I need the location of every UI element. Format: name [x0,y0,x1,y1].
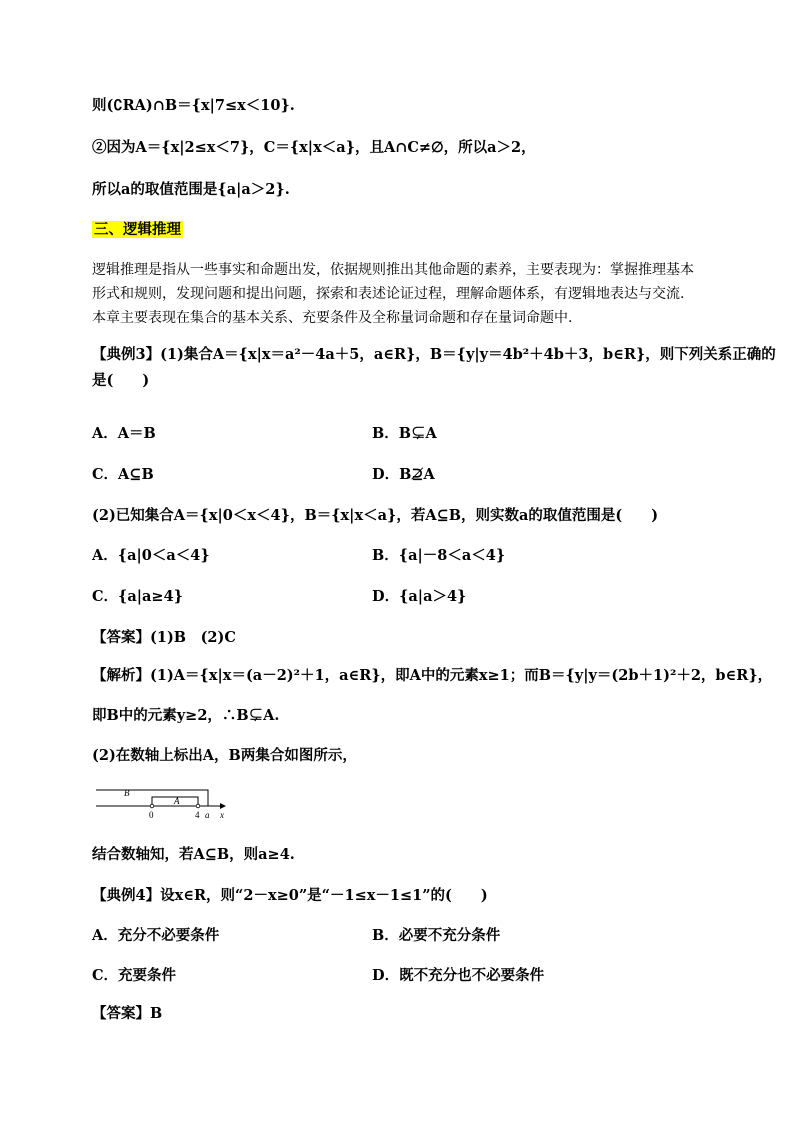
section-heading-text: 三、逻辑推理 [94,221,181,238]
q2-option-c: C．{a|a≥4} [92,588,183,605]
example-4-stem: 【典例4】设x∈R，则“2－x≥0”是“－1≤x－1≤1”的( ) [92,887,488,904]
solution-line-1: 【解析】(1)A＝{x|x＝(a－2)²＋1，a∈R}，即A中的元素x≥1；而B＝{y|y＝(2b＋1)²＋2，b∈R}， [92,667,773,684]
q1-option-c: C．A⊆B [92,466,154,483]
example-3-stem-cont: 是( ) [92,372,150,389]
paragraph-line-3: 本章主要表现在集合的基本关系、充要条件及全称量词命题和存在量词命题中. [92,310,573,326]
point-four-marker [196,804,200,808]
line-complement-result: 则(∁RA)∩B＝{x|7≤x＜10}. [92,97,295,114]
paragraph-line-2: 形式和规则，发现问题和提出问题，探索和表述论证过程，理解命题体系，有逻辑地表达与交流. [92,286,685,302]
question-2-stem: (2)已知集合A＝{x|0＜x＜4}，B＝{x|x＜a}，若A⊆B，则实数a的取值范围是( ) [92,507,659,524]
example-3-stem: 【典例3】(1)集合A＝{x|x＝a²－4a＋5，a∈R}，B＝{y|y＝4b²＋4b＋3，b∈R}，则下列关系正确的 [92,346,776,363]
section-heading [92,220,183,240]
paragraph-line-1: 逻辑推理是指从一些事实和命题出发，依据规则推出其他命题的素养，主要表现为：掌握推理基本 [92,262,694,278]
set-a-label: A [174,796,180,806]
solution-line-3: (2)在数轴上标出A，B两集合如图所示， [92,747,357,764]
q1-option-b: B．B⊊A [372,425,437,442]
axis-arrow-icon [220,803,226,809]
tick-label-four: 4 [195,810,200,820]
number-line-figure [92,784,232,824]
q1-option-a: A．A＝B [92,425,156,442]
line-because: ②因为A＝{x|2≤x＜7}，C＝{x|x＜a}，且A∩C≠∅，所以a＞2， [92,139,536,156]
line-range-result: 所以a的取值范围是{a|a＞2}. [92,181,290,198]
q4-option-c: C．充要条件 [92,967,177,984]
q1-option-d: D．B⊉A [372,466,435,483]
answer-4: 【答案】B [92,1005,163,1022]
answer-3: 【答案】(1)B (2)C [92,629,236,646]
q4-option-a: A．充分不必要条件 [92,927,220,944]
tick-label-a: a [205,810,210,820]
axis-label-x: x [220,810,224,820]
q4-option-b: B．必要不充分条件 [372,927,501,944]
q2-option-a: A．{a|0＜a＜4} [92,547,210,564]
set-b-label: B [124,788,130,798]
q2-option-d: D．{a|a＞4} [372,588,467,605]
q2-option-b: B．{a|－8＜a＜4} [372,547,506,564]
q4-option-d: D．既不充分也不必要条件 [372,967,545,984]
tick-label-zero: 0 [149,810,154,820]
point-zero-marker [150,804,154,808]
solution-line-4: 结合数轴知，若A⊆B，则a≥4. [92,846,295,863]
solution-line-2: 即B中的元素y≥2，∴B⊊A. [92,707,280,724]
